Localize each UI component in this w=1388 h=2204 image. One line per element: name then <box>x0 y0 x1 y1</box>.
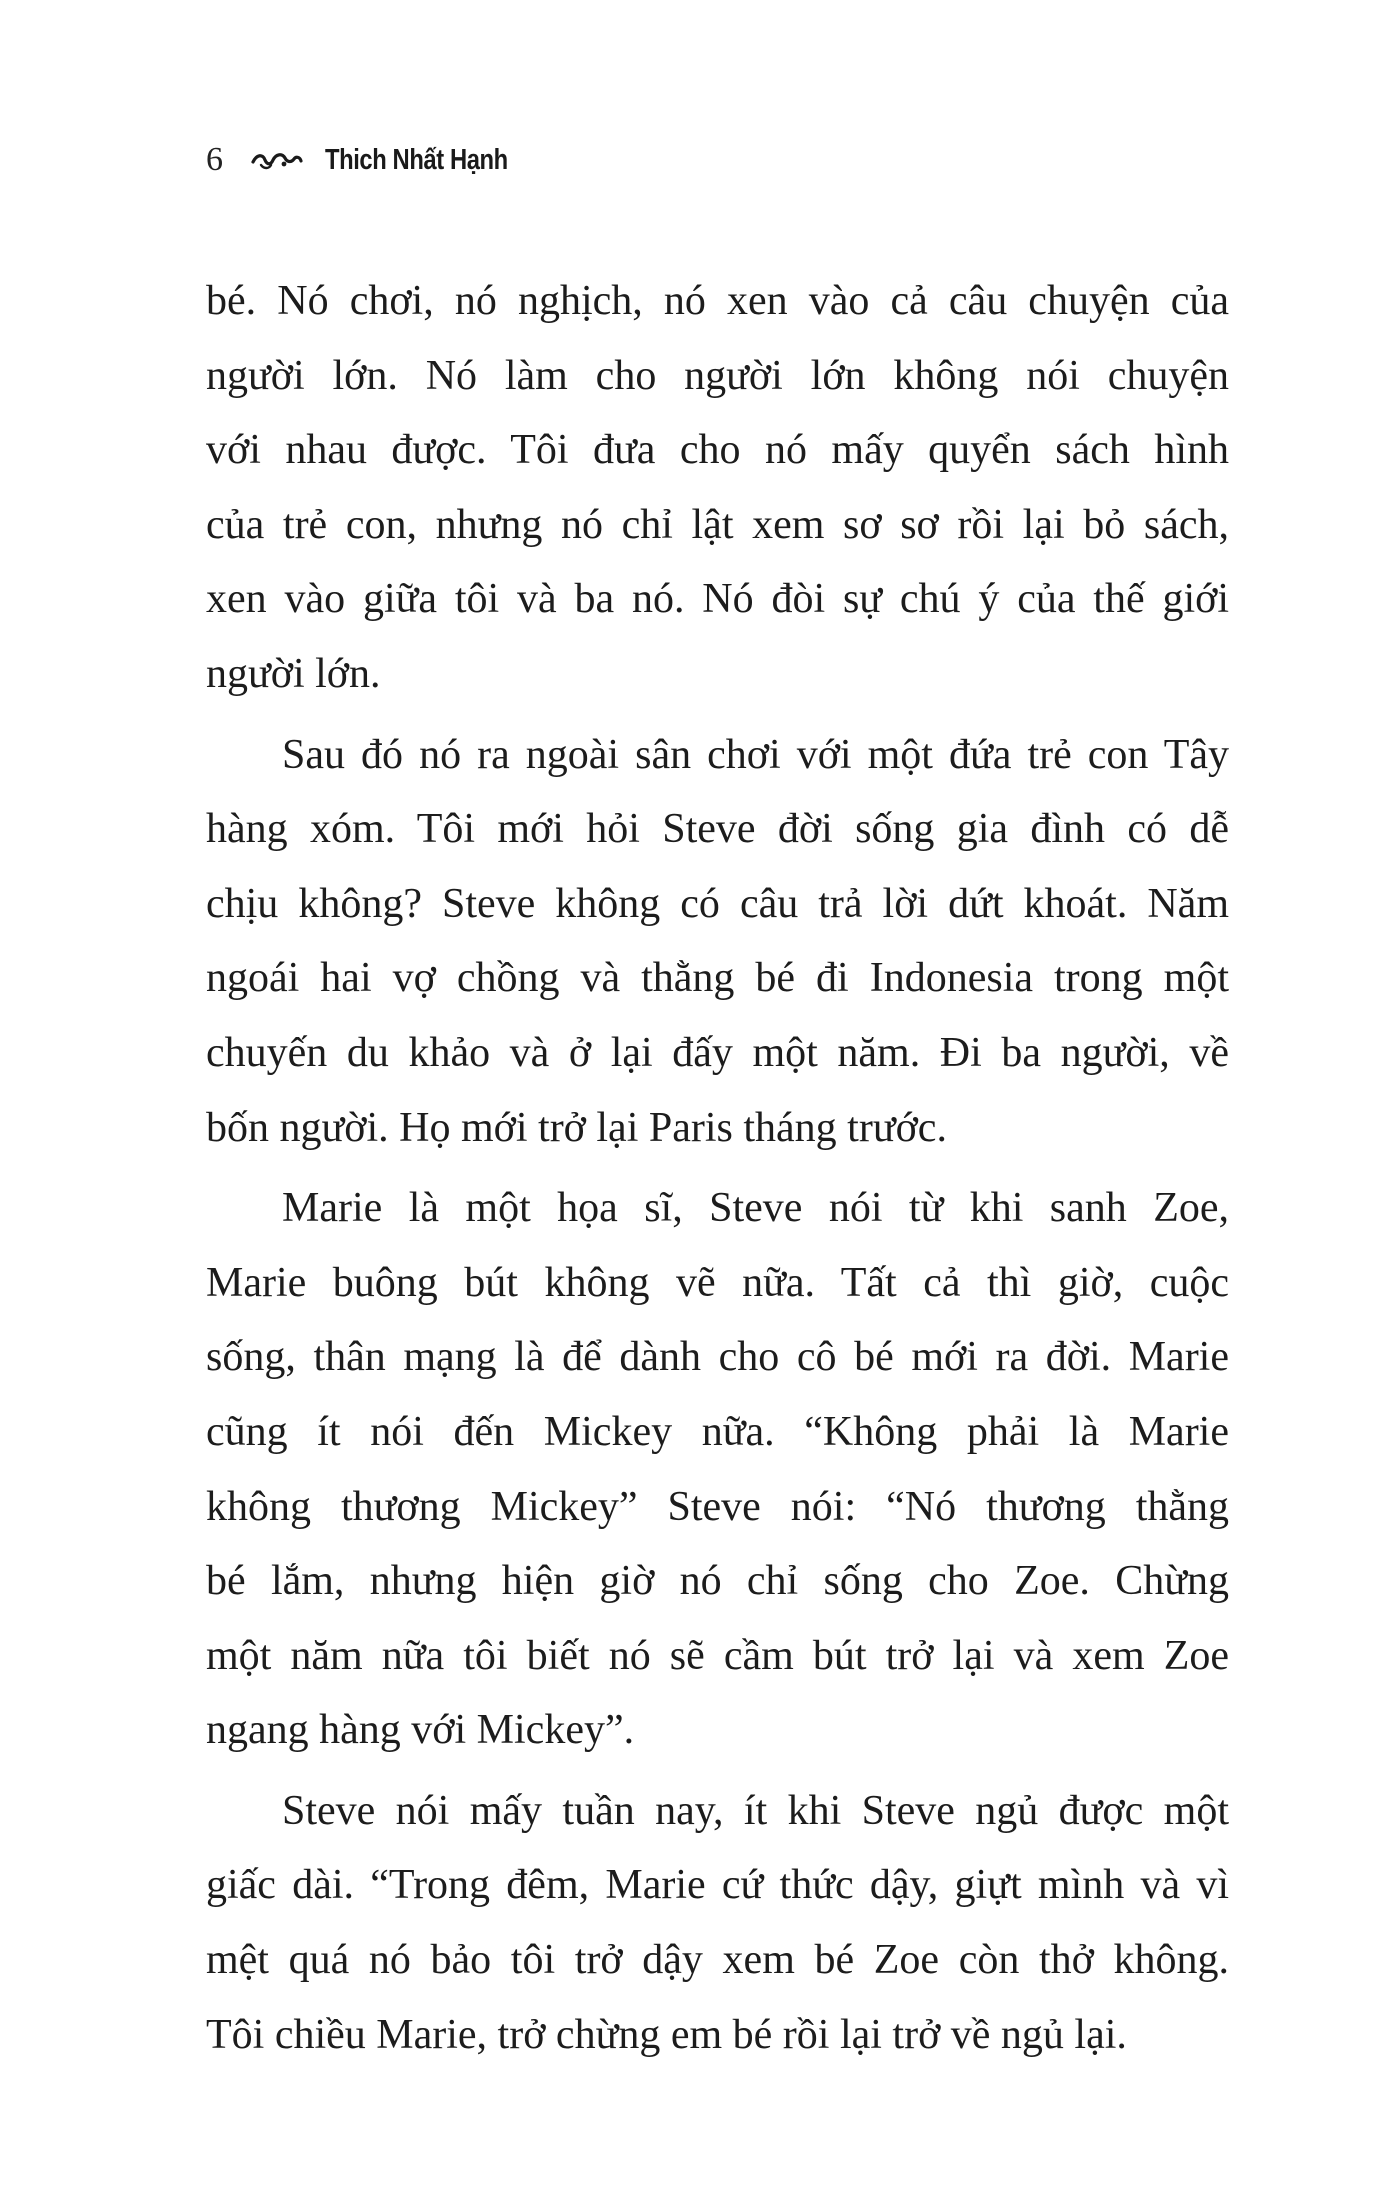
text-line: hàng xóm. Tôi mới hỏi Steve đời sống gia đình có dễ <box>206 806 1229 853</box>
text-line: mệt quá nó bảo tôi trở dậy xem bé Zoe còn thở không. <box>206 1937 1229 1984</box>
text-line: người lớn. Nó làm cho người lớn không nói chuyện <box>206 352 1229 399</box>
text-line: chịu không? Steve không có câu trả lời dứt khoát. Năm <box>206 880 1229 927</box>
text-line: bé. Nó chơi, nó nghịch, nó xen vào cả câu chuyện của <box>206 278 1229 324</box>
text-line: một năm nữa tôi biết nó sẽ cầm bút trở lại và xem Zoe <box>206 1632 1229 1679</box>
text-line: của trẻ con, nhưng nó chỉ lật xem sơ sơ rồi lại bỏ sách, <box>206 501 1229 548</box>
paragraph <box>206 1774 1229 2072</box>
paragraph <box>206 1171 1229 1768</box>
page-number: 6 <box>206 141 223 178</box>
text-line: không thương Mickey” Steve nói: “Nó thương thằng <box>206 1483 1229 1530</box>
text-line: Steve nói mấy tuần nay, ít khi Steve ngủ được một <box>282 1787 1229 1834</box>
text-line: cũng ít nói đến Mickey nữa. “Không phải là Marie <box>206 1408 1229 1455</box>
swirl-ornament-icon <box>251 149 303 171</box>
text-line: Marie buông bút không vẽ nữa. Tất cả thì giờ, cuộc <box>206 1259 1229 1306</box>
text-line: Tôi chiều Marie, trở chừng em bé rồi lại trở về ngủ lại. <box>206 2011 1127 2058</box>
text-line: Sau đó nó ra ngoài sân chơi với một đứa trẻ con Tây <box>282 731 1229 778</box>
text-line: người lớn. <box>206 650 381 697</box>
running-header <box>206 136 548 184</box>
text-line: giấc dài. “Trong đêm, Marie cứ thức dậy, giựt mình và vì <box>206 1862 1229 1909</box>
text-line: bé lắm, nhưng hiện giờ nó chỉ sống cho Zoe. Chừng <box>206 1558 1229 1605</box>
text-line: chuyến du khảo và ở lại đấy một năm. Đi ba người, về <box>206 1029 1229 1076</box>
text-line: sống, thân mạng là để dành cho cô bé mới ra đời. Marie <box>206 1334 1229 1381</box>
text-line: xen vào giữa tôi và ba nó. Nó đòi sự chú ý của thế giới <box>206 576 1229 623</box>
paragraph <box>206 264 1229 712</box>
author-name: Thich Nhất Hạnh <box>325 143 508 176</box>
text-line: với nhau được. Tôi đưa cho nó mấy quyển sách hình <box>206 427 1229 474</box>
paragraph <box>206 718 1229 1166</box>
text-line: Marie là một họa sĩ, Steve nói từ khi sanh Zoe, <box>282 1185 1229 1232</box>
text-line: ngoái hai vợ chồng và thằng bé đi Indonesia trong một <box>206 955 1229 1002</box>
text-line: ngang hàng với Mickey”. <box>206 1707 635 1754</box>
text-line: bốn người. Họ mới trở lại Paris tháng trước. <box>206 1104 947 1151</box>
body-text <box>206 264 1229 2072</box>
